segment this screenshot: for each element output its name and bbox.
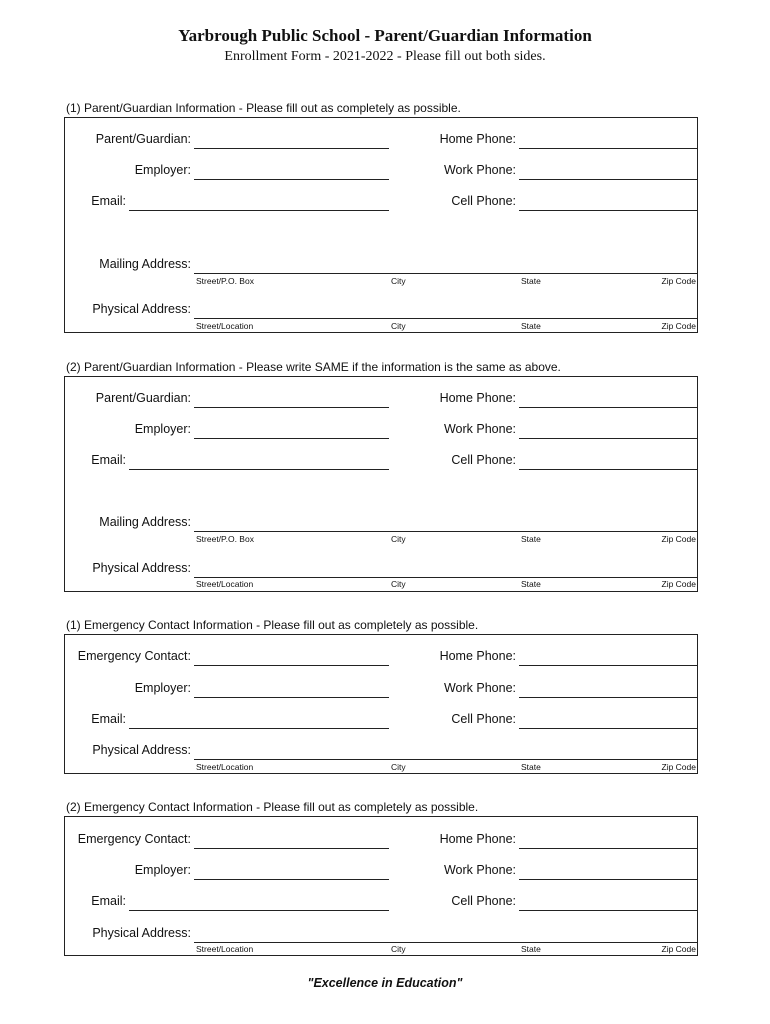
emergency1-name-label: Emergency Contact: <box>77 649 191 663</box>
emergency2-employer-field[interactable] <box>194 879 389 880</box>
parent2-physical-city-sublabel: City <box>391 579 406 589</box>
parent2-employer-label: Employer: <box>134 422 191 436</box>
emergency1-email-label: Email: <box>91 712 126 726</box>
parent1-home-phone-field[interactable] <box>519 148 698 149</box>
emergency2-email-label: Email: <box>91 894 126 908</box>
parent2-name-field[interactable] <box>194 407 389 408</box>
emergency2-home-phone-label: Home Phone: <box>439 832 516 846</box>
section-heading-parent2: (2) Parent/Guardian Information - Please write SAME if the information is the same as above. <box>66 360 561 374</box>
emergency2-name-label: Emergency Contact: <box>77 832 191 846</box>
emergency1-home-phone-field[interactable] <box>519 665 698 666</box>
emergency2-physical-address-field[interactable] <box>194 942 698 943</box>
parent1-work-phone-field[interactable] <box>519 179 698 180</box>
parent1-cell-phone-field[interactable] <box>519 210 698 211</box>
emergency2-name-field[interactable] <box>194 848 389 849</box>
parent2-work-phone-label: Work Phone: <box>443 422 516 436</box>
parent1-mailing-zip-sublabel: Zip Code <box>661 276 696 286</box>
form-title: Yarbrough Public School - Parent/Guardian Information <box>178 26 592 45</box>
footer-motto: "Excellence in Education" <box>307 976 463 990</box>
parent1-physical-zip-sublabel: Zip Code <box>661 321 696 331</box>
parent2-email-label: Email: <box>91 453 126 467</box>
parent1-physical-city-sublabel: City <box>391 321 406 331</box>
section-heading-parent1: (1) Parent/Guardian Information - Please fill out as completely as possible. <box>66 101 461 115</box>
emergency1-employer-label: Employer: <box>134 681 191 695</box>
parent2-physical-address-label: Physical Address: <box>92 561 191 575</box>
parent1-employer-field[interactable] <box>194 179 389 180</box>
emergency1-email-field[interactable] <box>129 728 389 729</box>
parent1-physical-address-field[interactable] <box>194 318 698 319</box>
emergency2-cell-phone-field[interactable] <box>519 910 698 911</box>
parent2-cell-phone-field[interactable] <box>519 469 698 470</box>
parent1-mailing-address-label: Mailing Address: <box>99 257 191 271</box>
section-box-parent2 <box>64 376 698 592</box>
emergency1-employer-field[interactable] <box>194 697 389 698</box>
emergency1-name-field[interactable] <box>194 665 389 666</box>
emergency1-cell-phone-label: Cell Phone: <box>451 712 516 726</box>
emergency2-work-phone-field[interactable] <box>519 879 698 880</box>
emergency2-physical-city-sublabel: City <box>391 944 406 954</box>
parent1-physical-street-sublabel: Street/Location <box>196 321 254 331</box>
emergency2-physical-zip-sublabel: Zip Code <box>661 944 696 954</box>
emergency2-physical-street-sublabel: Street/Location <box>196 944 254 954</box>
emergency2-physical-state-sublabel: State <box>521 944 541 954</box>
section-heading-emergency1: (1) Emergency Contact Information - Please fill out as completely as possible. <box>66 618 479 632</box>
emergency1-home-phone-label: Home Phone: <box>439 649 516 663</box>
emergency1-physical-zip-sublabel: Zip Code <box>661 762 696 772</box>
parent1-mailing-street-sublabel: Street/P.O. Box <box>196 276 254 286</box>
emergency1-physical-state-sublabel: State <box>521 762 541 772</box>
emergency1-cell-phone-field[interactable] <box>519 728 698 729</box>
parent1-mailing-state-sublabel: State <box>521 276 541 286</box>
emergency2-employer-label: Employer: <box>134 863 191 877</box>
parent2-mailing-state-sublabel: State <box>521 534 541 544</box>
parent2-mailing-address-label: Mailing Address: <box>99 515 191 529</box>
parent2-work-phone-field[interactable] <box>519 438 698 439</box>
parent2-mailing-zip-sublabel: Zip Code <box>661 534 696 544</box>
parent2-mailing-city-sublabel: City <box>391 534 406 544</box>
parent1-work-phone-label: Work Phone: <box>443 163 516 177</box>
parent2-physical-zip-sublabel: Zip Code <box>661 579 696 589</box>
parent1-employer-label: Employer: <box>134 163 191 177</box>
parent1-name-field[interactable] <box>194 148 389 149</box>
emergency2-physical-address-label: Physical Address: <box>92 926 191 940</box>
emergency1-physical-address-field[interactable] <box>194 759 698 760</box>
emergency2-email-field[interactable] <box>129 910 389 911</box>
parent2-home-phone-field[interactable] <box>519 407 698 408</box>
section-heading-emergency2: (2) Emergency Contact Information - Please fill out as completely as possible. <box>66 800 479 814</box>
parent1-email-field[interactable] <box>129 210 389 211</box>
parent2-name-label: Parent/Guardian: <box>95 391 191 405</box>
parent1-mailing-city-sublabel: City <box>391 276 406 286</box>
parent1-name-label: Parent/Guardian: <box>95 132 191 146</box>
parent1-physical-state-sublabel: State <box>521 321 541 331</box>
parent2-mailing-address-field[interactable] <box>194 531 698 532</box>
parent2-cell-phone-label: Cell Phone: <box>451 453 516 467</box>
parent2-physical-street-sublabel: Street/Location <box>196 579 254 589</box>
parent2-employer-field[interactable] <box>194 438 389 439</box>
parent1-physical-address-label: Physical Address: <box>92 302 191 316</box>
parent2-physical-state-sublabel: State <box>521 579 541 589</box>
section-box-parent1 <box>64 117 698 333</box>
parent2-home-phone-label: Home Phone: <box>439 391 516 405</box>
emergency2-home-phone-field[interactable] <box>519 848 698 849</box>
emergency1-physical-city-sublabel: City <box>391 762 406 772</box>
emergency1-physical-address-label: Physical Address: <box>92 743 191 757</box>
emergency2-cell-phone-label: Cell Phone: <box>451 894 516 908</box>
emergency1-work-phone-field[interactable] <box>519 697 698 698</box>
parent1-mailing-address-field[interactable] <box>194 273 698 274</box>
parent1-email-label: Email: <box>91 194 126 208</box>
form-subtitle: Enrollment Form - 2021-2022 - Please fill out both sides. <box>224 49 546 64</box>
emergency2-work-phone-label: Work Phone: <box>443 863 516 877</box>
emergency1-physical-street-sublabel: Street/Location <box>196 762 254 772</box>
parent1-home-phone-label: Home Phone: <box>439 132 516 146</box>
parent2-email-field[interactable] <box>129 469 389 470</box>
parent2-physical-address-field[interactable] <box>194 577 698 578</box>
parent1-cell-phone-label: Cell Phone: <box>451 194 516 208</box>
parent2-mailing-street-sublabel: Street/P.O. Box <box>196 534 254 544</box>
emergency1-work-phone-label: Work Phone: <box>443 681 516 695</box>
